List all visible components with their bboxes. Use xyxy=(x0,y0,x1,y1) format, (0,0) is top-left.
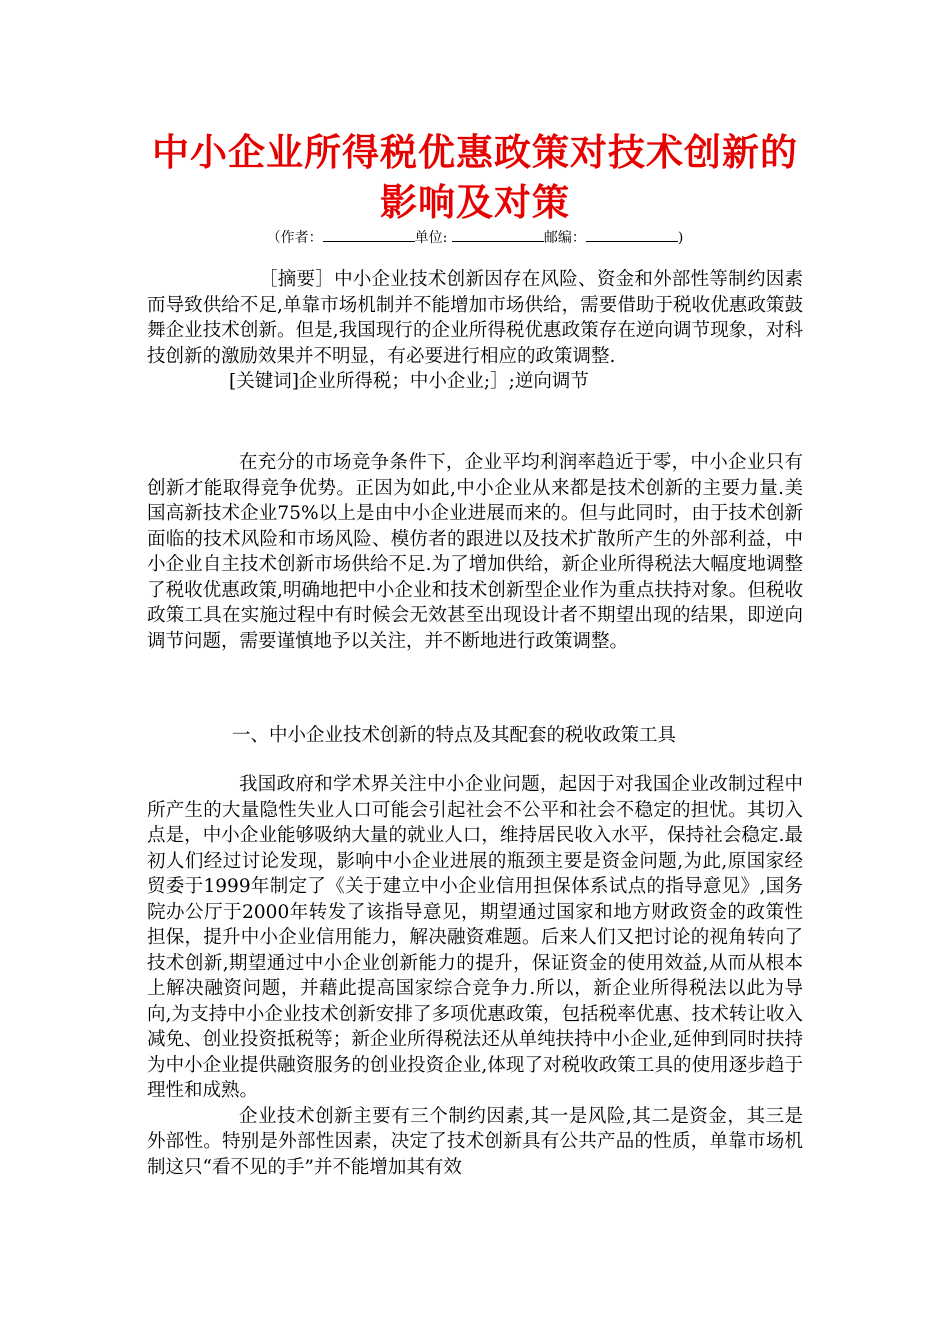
unit-blank xyxy=(452,228,544,242)
abstract-paragraph: ［摘要］中小企业技术创新因存在风险、资金和外部性等制约因素而导致供给不足,单靠市场机制并不能增加市场供给，需要借助于税收优惠政策鼓舞企业技术创新。但是,我国现行的企业所得税优惠政策存在逆向调节现象，对科技创新的激励效果并不明显，有必要进行相应的政策调整. xyxy=(147,269,803,367)
author-label: （作者： xyxy=(266,230,323,246)
section-paragraph-1: 我国政府和学术界关注中小企业问题，起因于对我国企业改制过程中所产生的大量隐性失业人口可能会引起社会不公平和社会不稳定的担忧。其切入点是，中小企业能够吸纳大量的就业人口，维持居民收入水平，保持社会稳定.最初人们经过讨论发现，影响中小企业进展的瓶颈主要是资金问题,为此,原国家经贸委于1999年制定了《关于建立中小企业信用担保体系试点的指导意见》,国务院办公厅于2000年转发了该指导意见，期望通过国家和地方财政资金的政策性担保，提升中小企业信用能力，解决融资难题。后来人们又把讨论的视角转向了技术创新,期望通过中小企业创新能力的提升，保证资金的使用效益,从而从根本上解决融资问题，并藉此提高国家综合竞争力.所以，新企业所得税法以此为导向,为支持中小企业技术创新安排了多项优惠政策，包括税率优惠、技术转让收入减免、创业投资抵税等；新企业所得税法还从单纯扶持中小企业,延伸到同时扶持为中小企业提供融资服务的创业投资企业,体现了对税收政策工具的使用逐步趋于理性和成熟。 xyxy=(147,774,803,1101)
postcode-blank xyxy=(586,228,678,242)
intro-block xyxy=(147,450,803,654)
postcode-label: 邮编： xyxy=(543,230,586,246)
author-blank xyxy=(323,228,415,242)
unit-label: 单位: xyxy=(414,230,452,246)
keywords-line: [关键词]企业所得税；中小企业;］;逆向调节 xyxy=(229,371,589,392)
abstract-block xyxy=(147,267,803,395)
document-title-line2: 影响及对策 xyxy=(380,180,570,224)
document-title-line1: 中小企业所得税优惠政策对技术创新的 xyxy=(152,130,798,174)
intro-paragraph: 在充分的市场竞争条件下，企业平均利润率趋近于零，中小企业只有创新才能取得竞争优势。正因为如此,中小企业从来都是技术创新的主要力量.美国高新技术企业75%以上是由中小企业进展而来的。但与此同时，由于技术创新面临的技术风险和市场风险、模仿者的跟进以及技术扩散所产生的外部利益，中小企业自主技术创新市场供给不足.为了增加供给，新企业所得税法大幅度地调整了税收优惠政策,明确地把中小企业和技术创新型企业作为重点扶持对象。但税收政策工具在实施过程中有时候会无效甚至出现设计者不期望出现的结果，即逆向调节问题，需要谨慎地予以关注，并不断地进行政策调整。 xyxy=(147,452,803,652)
byline-close: ) xyxy=(677,230,684,246)
section-body xyxy=(147,772,803,1180)
section-paragraph-2: 企业技术创新主要有三个制约因素,其一是风险,其二是资金，其三是外部性。特别是外部性因素，决定了技术创新具有公共产品的性质，单靠市场机制这只“看不见的手”并不能增加其有效 xyxy=(147,1105,803,1178)
section-heading: 一、中小企业技术创新的特点及其配套的税收政策工具 xyxy=(232,725,677,746)
author-byline xyxy=(0,228,950,247)
